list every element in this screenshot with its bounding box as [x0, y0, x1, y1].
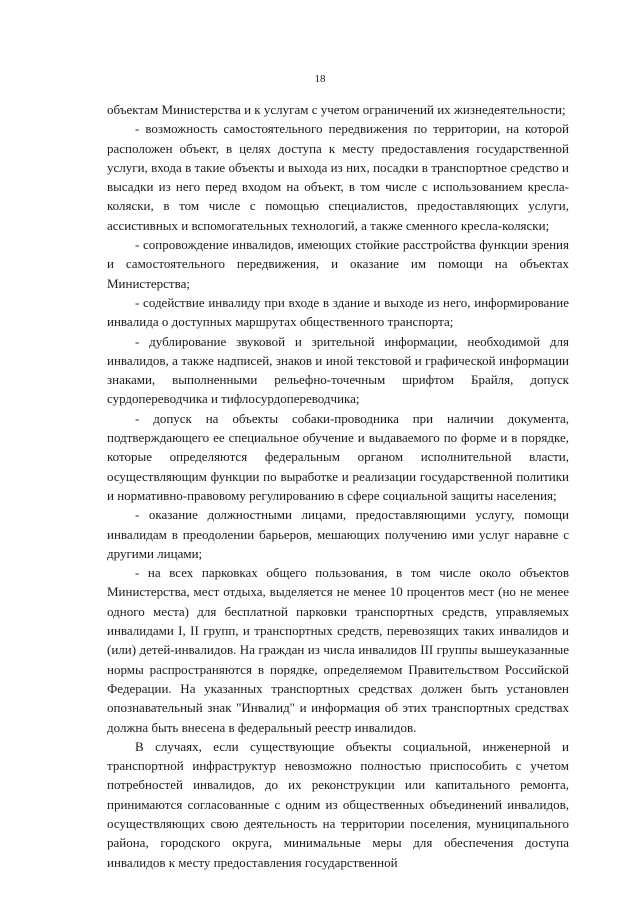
paragraph: В случаях, если существующие объекты социальной, инженерной и транспортной инфраструктур невозможно полностью приспособить с учетом потребностей инвалидов, до их реконструкции или капитального ремонта, принимаются согласованные с одним из общественных объединений инвалидов, осуществляющих свою деятельность на территории поселения, муниципального района, городского округа, минимальные меры для обеспечения доступа инвалидов к месту предоставления государственной — [107, 738, 569, 870]
paragraph: - сопровождение инвалидов, имеющих стойкие расстройства функции зрения и самостоятельного передвижения, и оказание им помощи на объектах Министерства; — [107, 237, 569, 291]
paragraph: - допуск на объекты собаки-проводника при наличии документа, подтверждающего ее специальное обучение и выдаваемого по форме и в порядке, которые определяются федеральным органом исполнительной власти, осуществляющим функции по выработке и реализации государственной политики и нормативно-правовому регулированию в сфере социальной защиты населения; — [107, 410, 569, 503]
document-body — [107, 100, 569, 872]
page-number: 18 — [314, 73, 326, 85]
paragraph: - возможность самостоятельного передвижения по территории, на которой расположен объект, в целях доступа к месту предоставления государственной услуги, входа в такие объекты и выхода из них, посадки в транспортное средство и высадки из него перед входом на объект, в том числе с использованием кресла-коляски, в том числе с помощью специалистов, предоставляющих услуги, ассистивных и вспомогательных технологий, а также сменного кресла-коляски; — [107, 121, 569, 233]
paragraph: - на всех парковках общего пользования, в том числе около объектов Министерства, мест отдыха, выделяется не менее 10 процентов мест (но не менее одного места) для бесплатной парковки транспортных средств, управляемых инвалидами I, II групп, и транспортных средств, перевозящих таких инвалидов и (или) детей-инвалидов. На граждан из числа инвалидов III группы вышеуказанные нормы распространяются в порядке, определяемом Правительством Российской Федерации. На указанных транспортных средствах должен быть установлен опознавательный знак "Инвалид" и информация об этих транспортных средствах должна быть внесена в федеральный реестр инвалидов. — [107, 565, 569, 735]
paragraph: - оказание должностными лицами, предоставляющими услугу, помощи инвалидам в преодолении барьеров, мешающих получению ими услуг наравне с другими лицами; — [107, 507, 569, 561]
paragraph: - содействие инвалиду при входе в здание и выходе из него, информирование инвалида о доступных маршрутах общественного транспорта; — [107, 294, 569, 330]
paragraph: - дублирование звуковой и зрительной информации, необходимой для инвалидов, а также надписей, знаков и иной текстовой и графической информации знаками, выполненными рельефно-точечным шрифтом Брайля, допуск сурдопереводчика и тифлосурдопереводчика; — [107, 333, 569, 407]
paragraph: объектам Министерства и к услугам с учетом ограничений их жизнедеятельности; — [107, 102, 566, 117]
